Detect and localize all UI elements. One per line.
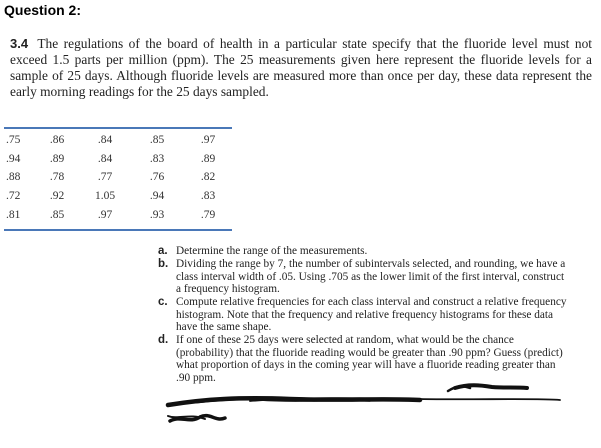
table-cell: .93 <box>149 208 165 221</box>
part-letter: a. <box>158 245 168 257</box>
part-letter: b. <box>158 258 169 270</box>
question-title: Question 2: <box>4 2 82 18</box>
table-cell: .84 <box>97 152 113 165</box>
question-part <box>158 245 570 258</box>
table-cell: .89 <box>200 152 216 165</box>
question-part <box>158 334 570 384</box>
table-cell: .97 <box>97 208 113 221</box>
table-cell: .92 <box>49 190 65 203</box>
table-bottom-rule <box>4 229 232 231</box>
fluoride-data-table <box>4 131 232 224</box>
table-cell: 1.05 <box>94 190 116 203</box>
problem-number: 3.4 <box>10 36 29 51</box>
table-cell: .85 <box>49 208 65 221</box>
part-text: Compute relative frequencies for each class interval and construct a relative frequency histogram. Note that the frequency and relative frequency histograms for these data have the same shape. <box>176 296 567 333</box>
table-cell: .84 <box>97 134 113 147</box>
table-cell: .78 <box>49 171 65 184</box>
table-cell: .72 <box>6 190 21 203</box>
table-cell: .83 <box>149 152 165 165</box>
part-letter: c. <box>158 296 168 308</box>
table-cell: .97 <box>200 134 216 147</box>
table-cell: .85 <box>149 134 165 147</box>
question-part <box>158 296 570 334</box>
table-cell: .77 <box>97 171 113 184</box>
part-text: Dividing the range by 7, the number of subintervals selected, and rounding, we have a class interval width of .05. Using .705 as the lower limit of the first interval, construct a frequency histogram. <box>176 258 566 295</box>
table-row <box>4 187 232 206</box>
table-row <box>4 168 232 187</box>
table-top-rule <box>4 127 232 129</box>
table-cell: .88 <box>6 171 21 184</box>
table-cell: .83 <box>200 190 216 203</box>
part-text: Determine the range of the measurements. <box>176 245 368 257</box>
table-row <box>4 131 232 150</box>
table-cell: .75 <box>6 134 21 147</box>
table-cell: .82 <box>200 171 216 184</box>
table-cell: .81 <box>6 208 21 221</box>
part-text: If one of these 25 days were selected at random, what would be the chance (probability) that the fluoride reading would be greater than .90 ppm? Guess (predict) what proportion of days in the coming year will have a fluoride reading greater than .90 ppm. <box>176 334 563 384</box>
table-cell: .94 <box>149 190 165 203</box>
problem-statement <box>10 36 592 100</box>
table-cell: .89 <box>49 152 65 165</box>
table-row <box>4 205 232 224</box>
problem-text: The regulations of the board of health in a particular state specify that the fluoride level must not exceed 1.5 parts per million (ppm). The 25 measurements given here represent the fluoride levels for a sample of 25 days. Although fluoride levels are measured more than once per day, these data represent the early morning readings for the 25 days sampled. <box>10 36 592 99</box>
table-row <box>4 150 232 169</box>
question-parts <box>158 245 570 385</box>
table-cell: .86 <box>49 134 65 147</box>
table-cell: .76 <box>149 171 165 184</box>
part-letter: d. <box>158 334 169 346</box>
table-cell: .94 <box>6 152 21 165</box>
table-cell: .79 <box>200 208 216 221</box>
question-part <box>158 258 570 296</box>
